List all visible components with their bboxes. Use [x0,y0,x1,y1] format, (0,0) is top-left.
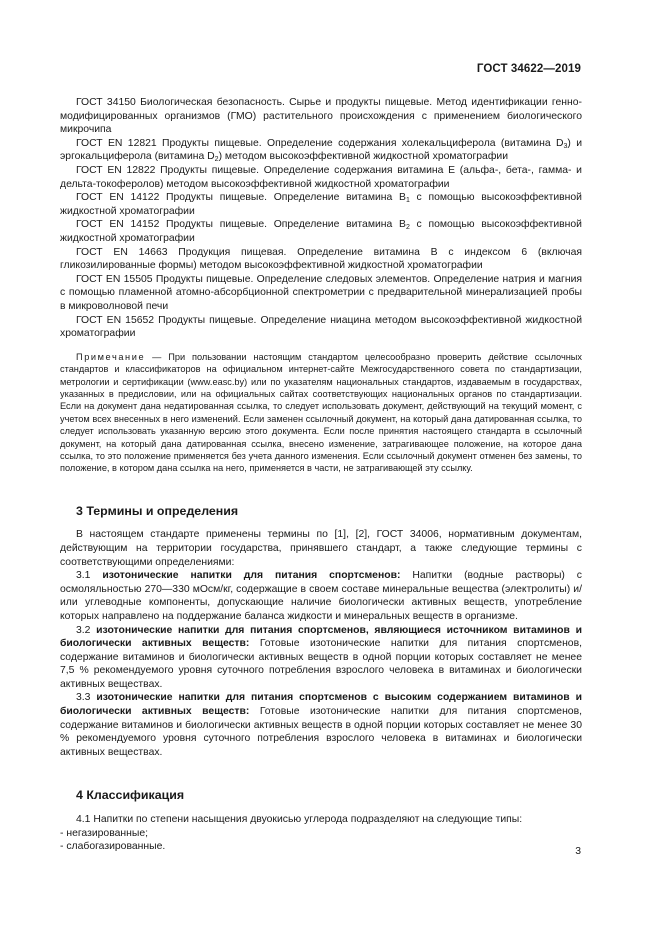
ref-gost-en-14663: ГОСТ EN 14663 Продукция пищевая. Определение витамина В с индексом 6 (включая гликозилированные формы) методом высокоэффективной жидкостной хроматографии [60,246,582,272]
list-item: - слабогазированные. [60,841,166,853]
section-4-title: 4 Классификация [76,788,185,803]
note-paragraph [60,351,582,475]
term-3-2: 3.2 изотонические напитки для питания спортсменов, являющиеся источником витаминов и биологически активных веществ: Готовые изотонические напитки для питания спортсменов, содержание витаминов и биологически активных веществ в одной порции которых составляет не менее 7,5 % рекомендуемого уровня суточного потребления взрослого человека в витаминах и биологически активных веществах. [60,624,582,690]
document-header: ГОСТ 34622—2019 [476,63,581,75]
page-number: 3 [575,846,581,857]
note-label: Примечание [76,351,146,362]
term-3-1: 3.1 изотонические напитки для питания спортсменов: Напитки (водные растворы) с осмоляльностью 270—330 мОсм/кг, содержащие в своем составе минеральные вещества (электролиты) и/или углеводные компоненты, допускающие наличие биологически активных веществ, употребление которых направлено на поддержание баланса жидкости и минеральных веществ в организме. [60,570,582,622]
clause-4-1: 4.1 Напитки по степени насыщения двуокисью углерода подразделяют на следующие типы: [76,814,523,826]
section-3-intro: В настоящем стандарте применены термины по [1], [2], ГОСТ 34006, нормативным документам, действующим на территории государства, принявшего стандарт, а также следующие термины с соответствующими определениями: [60,529,582,568]
term-3-3: 3.3 изотонические напитки для питания спортсменов с высоким содержанием витаминов и биологически активных веществ: Готовые изотонические напитки для питания спортсменов, содержание витаминов и биологически активных веществ в одной порции которых составляет не менее 30 % рекомендуемого уровня суточного потребления взрослого человека в витаминах и биологически активных веществах. [60,692,582,758]
ref-gost-en-12822: ГОСТ EN 12822 Продукты пищевые. Определение содержания витамина Е (альфа-, бета-, гамма- и дельта-токоферолов) методом высокоэффективной жидкостной хроматографии [60,164,582,190]
note-text: — При пользовании настоящим стандартом целесообразно проверить действие ссылочных стандартов и классификаторов на официальном интернет-сайте Межгосударственного совета по стандартизации, метрологии и сертификации (www.easc.by) или по указателям национальных стандартов, издаваемым в государствах, указанных в предисловии, или на официальных сайтах соответствующих национальных органов по стандартизации. Если на документ дана недатированная ссылка, то следует использовать документ, действующий на текущий момент, с учетом всех внесенных в него изменений. Если заменен ссылочный документ, на который дана датированная ссылка, то следует использовать указанную версию этого документа. Если после принятия настоящего стандарта в ссылочный документ, на который дана датированная ссылка, внесено изменение, затрагивающее положение, на которое дана ссылка, то это положение применяется без учета данного изменения. Если ссылочный документ отменен без замены, то положение, в котором дана ссылка на него, применяется в части, не затрагивающей эту ссылку. [60,351,582,474]
ref-gost-en-14152: ГОСТ EN 14152 Продукты пищевые. Определение витамина $В_2$ с помощью высокоэффективной жидкостной хроматографии [60,219,582,244]
ref-gost-en-15652: ГОСТ EN 15652 Продукты пищевые. Определение ниацина методом высокоэффективной жидкостной хроматографии [60,314,582,340]
ref-gost-en-12821: ГОСТ EN 12821 Продукты пищевые. Определение содержания холекальциферола (витамина $D_3$) и эргокальциферола (витамина $D_2$) методом высокоэффективной жидкостной хроматографии [60,137,583,164]
list-item: - негазированные; [60,827,149,839]
ref-gost-en-14122: ГОСТ EN 14122 Продукты пищевые. Определение витамина $В_1$ с помощью высокоэффективной жидкостной хроматографии [60,192,582,217]
ref-gost-34150: ГОСТ 34150 Биологическая безопасность. Сырье и продукты пищевые. Метод идентификации генно-модифицированных организмов (ГМО) растительного происхождения с применением биологического микрочипа [60,97,582,136]
page-content [60,96,582,854]
section-3-title: 3 Термины и определения [76,503,239,518]
ref-gost-en-15505: ГОСТ EN 15505 Продукты пищевые. Определение следовых элементов. Определение натрия и магния с помощью пламенной атомно-абсорбционной спектрометрии с предварительной минерализацией пробы в микроволновой печи [60,273,582,312]
